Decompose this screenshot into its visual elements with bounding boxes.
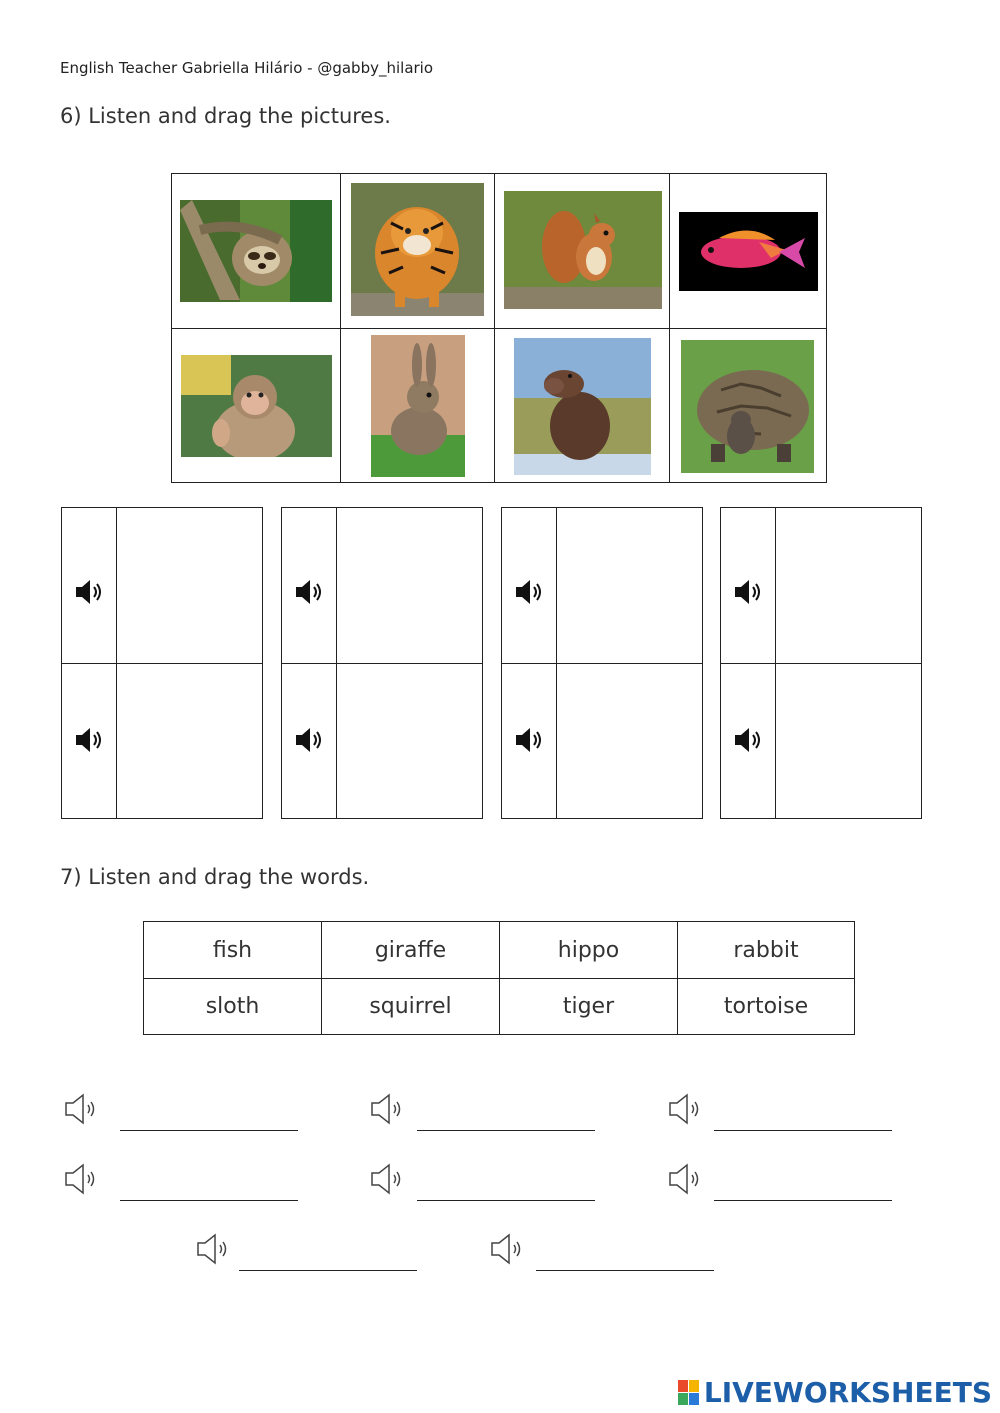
word-bank-item[interactable]: [678, 922, 854, 979]
word-answer-field[interactable]: [417, 1200, 595, 1201]
section-7-heading: 7) Listen and drag the words.: [60, 865, 370, 889]
word-answer-field[interactable]: [417, 1130, 595, 1131]
answer-box-group: [720, 507, 922, 819]
speaker-icon[interactable]: [74, 726, 104, 754]
section-6-heading: 6) Listen and drag the pictures.: [60, 104, 391, 128]
picture-drop-zone[interactable]: [337, 664, 482, 818]
word-bank-item[interactable]: [322, 979, 500, 1034]
word-bank-item[interactable]: [144, 922, 322, 979]
word-label: fish: [212, 937, 253, 963]
picture-drop-zone[interactable]: [776, 664, 921, 818]
speaker-outline-icon[interactable]: [490, 1232, 528, 1266]
speaker-icon[interactable]: [294, 578, 324, 606]
picture-drop-zone[interactable]: [117, 508, 262, 663]
word-bank-item[interactable]: [322, 922, 500, 979]
word-answer-field[interactable]: [536, 1270, 714, 1271]
word-label: tiger: [562, 994, 615, 1019]
speaker-icon[interactable]: [294, 726, 324, 754]
answer-box-group: [61, 507, 263, 819]
picture-drop-zone[interactable]: [117, 664, 262, 818]
picture-cell: [341, 329, 495, 483]
liveworksheets-logo: [678, 1376, 992, 1409]
word-answer-field[interactable]: [714, 1130, 892, 1131]
word-answer-field[interactable]: [239, 1270, 417, 1271]
fish-picture[interactable]: [679, 212, 818, 291]
answer-box-group: [281, 507, 483, 819]
speaker-outline-icon[interactable]: [64, 1162, 102, 1196]
monkey-picture[interactable]: [181, 355, 332, 457]
picture-drop-zone[interactable]: [337, 508, 482, 663]
picture-cell: [495, 329, 670, 483]
picture-drop-zone[interactable]: [776, 508, 921, 663]
word-bank-item[interactable]: [500, 979, 678, 1034]
speaker-icon[interactable]: [733, 578, 763, 606]
answer-box-group: [501, 507, 703, 819]
picture-cell: [670, 174, 826, 329]
picture-cell: [670, 329, 826, 483]
speaker-icon[interactable]: [514, 726, 544, 754]
speaker-icon[interactable]: [74, 578, 104, 606]
speaker-outline-icon[interactable]: [64, 1092, 102, 1126]
picture-cell: [495, 174, 670, 329]
word-answer-field[interactable]: [714, 1200, 892, 1201]
word-bank-item[interactable]: [678, 979, 854, 1034]
word-answer-field[interactable]: [120, 1130, 298, 1131]
brand-mark-icon: [678, 1380, 700, 1406]
picture-drop-zone[interactable]: [557, 508, 702, 663]
tortoise-picture[interactable]: [681, 340, 814, 473]
speaker-outline-icon[interactable]: [370, 1162, 408, 1196]
picture-cell: [341, 174, 495, 329]
word-bank-item[interactable]: [144, 979, 322, 1034]
speaker-outline-icon[interactable]: [196, 1232, 234, 1266]
squirrel-picture[interactable]: [504, 191, 662, 309]
picture-grid: [171, 173, 827, 483]
word-bank-item[interactable]: [500, 922, 678, 979]
rabbit-picture[interactable]: [371, 335, 465, 477]
credit-line: English Teacher Gabriella Hilário - @gabby_hilario: [60, 59, 434, 77]
picture-cell: [172, 329, 341, 483]
word-label: giraffe: [374, 937, 447, 963]
sloth-picture[interactable]: [180, 200, 332, 302]
speaker-outline-icon[interactable]: [668, 1162, 706, 1196]
picture-drop-zone[interactable]: [557, 664, 702, 818]
hippo-picture[interactable]: [514, 338, 651, 475]
word-label: sloth: [205, 994, 260, 1019]
word-label: tortoise: [723, 994, 809, 1019]
speaker-outline-icon[interactable]: [668, 1092, 706, 1126]
brand-name: LIVEWORKSHEETS: [703, 1376, 992, 1409]
word-bank-table: [143, 921, 855, 1035]
word-answer-field[interactable]: [120, 1200, 298, 1201]
tiger-picture[interactable]: [351, 183, 484, 316]
speaker-outline-icon[interactable]: [370, 1092, 408, 1126]
word-label: rabbit: [733, 937, 799, 963]
word-label: hippo: [557, 937, 620, 963]
word-label: squirrel: [369, 994, 452, 1019]
speaker-icon[interactable]: [733, 726, 763, 754]
picture-cell: [172, 174, 341, 329]
speaker-icon[interactable]: [514, 578, 544, 606]
